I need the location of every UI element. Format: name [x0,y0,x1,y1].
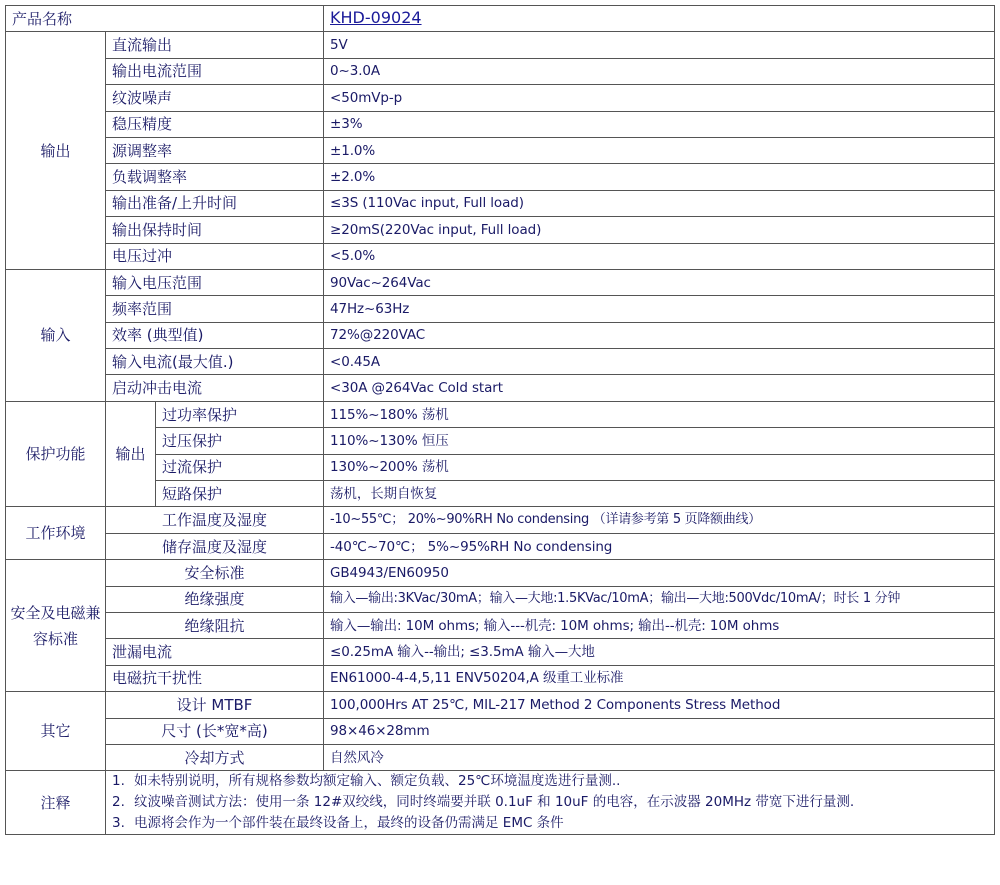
spec-label: 过流保护 [156,454,324,480]
input-row [6,322,995,348]
output-row [6,217,995,243]
input-row [6,269,995,295]
spec-label: 输出准备/上升时间 [106,190,324,216]
safety-row [6,612,995,638]
output-row [6,58,995,84]
output-row [6,243,995,269]
spec-table [5,5,995,835]
note-item [112,771,988,792]
note-number: 3. [112,815,125,832]
spec-label: 效率 (典型值) [106,322,324,348]
environment-row [6,533,995,559]
spec-label: 过压保护 [156,428,324,454]
other-category: 其它 [6,692,106,771]
spec-value: <0.45A [324,349,995,375]
protection-row [6,401,995,427]
spec-value: 100,000Hrs AT 25℃, MIL-217 Method 2 Components Stress Method [324,692,995,718]
note-item [112,792,988,813]
spec-label: 输出电流范围 [106,58,324,84]
input-row [6,349,995,375]
spec-label: 绝缘阻抗 [106,612,324,638]
spec-value: 72%@220VAC [324,322,995,348]
spec-label: 负载调整率 [106,164,324,190]
environment-category: 工作环境 [6,507,106,560]
input-row [6,296,995,322]
product-name-row [6,6,995,32]
spec-value: 0~3.0A [324,58,995,84]
other-row [6,718,995,744]
spec-label: 设计 MTBF [106,692,324,718]
output-row [6,111,995,137]
product-model-cell [324,6,995,32]
spec-label: 启动冲击电流 [106,375,324,401]
safety-category: 安全及电磁兼容标准 [6,560,106,692]
spec-label: 纹波噪声 [106,85,324,111]
output-row [6,137,995,163]
spec-label: 电磁抗干扰性 [106,665,324,691]
note-number: 1. [112,773,125,790]
spec-value: 110%~130% 恒压 [324,428,995,454]
spec-value: -10~55℃； 20%~90%RH No condensing （详请参考第 5 页降额曲线） [324,507,995,533]
spec-value: 自然风冷 [324,744,995,770]
spec-value: GB4943/EN60950 [324,560,995,586]
note-text: 电源将会作为一个部件装在最终设备上，最终的设备仍需满足 EMC 条件 [134,815,564,832]
input-category: 输入 [6,269,106,401]
notes-category: 注释 [6,771,106,835]
spec-value: 5V [324,32,995,58]
spec-value: 47Hz~63Hz [324,296,995,322]
other-row [6,744,995,770]
spec-value: 荡机，长期自恢复 [324,481,995,507]
input-row [6,375,995,401]
spec-label: 绝缘强度 [106,586,324,612]
spec-value: 输入—输出: 10M ohms; 输入---机壳: 10M ohms; 输出--机壳: 10M ohms [324,612,995,638]
spec-label: 泄漏电流 [106,639,324,665]
spec-label: 尺寸 (长*宽*高) [106,718,324,744]
environment-row [6,507,995,533]
output-category: 输出 [6,32,106,270]
spec-label: 冷却方式 [106,744,324,770]
protection-category: 保护功能 [6,401,106,507]
spec-value: ±2.0% [324,164,995,190]
other-row [6,692,995,718]
spec-value: 130%~200% 荡机 [324,454,995,480]
safety-row [6,665,995,691]
note-item [112,813,988,834]
spec-label: 电压过冲 [106,243,324,269]
output-row [6,164,995,190]
spec-value: 115%~180% 荡机 [324,401,995,427]
spec-label: 安全标准 [106,560,324,586]
spec-value: ≥20mS(220Vac input, Full load) [324,217,995,243]
spec-label: 输入电压范围 [106,269,324,295]
spec-value: -40℃~70℃； 5%~95%RH No condensing [324,533,995,559]
spec-label: 过功率保护 [156,401,324,427]
spec-label: 直流输出 [106,32,324,58]
output-row [6,85,995,111]
product-model[interactable]: KHD-09024 [330,8,422,28]
note-text: 如未特别说明，所有规格参数均额定输入、额定负载、25℃环境温度选进行量测.. [134,773,621,790]
spec-value: 90Vac~264Vac [324,269,995,295]
safety-row [6,586,995,612]
spec-label: 工作温度及湿度 [106,507,324,533]
safety-row [6,639,995,665]
notes-row [6,771,995,835]
note-text: 纹波噪音测试方法：使用一条 12#双绞线，同时终端要并联 0.1uF 和 10uF 的电容，在示波器 20MHz 带宽下进行量测. [134,794,855,811]
spec-label: 输入电流(最大值.) [106,349,324,375]
spec-label: 频率范围 [106,296,324,322]
spec-label: 短路保护 [156,481,324,507]
spec-value: 输入—输出:3KVac/30mA；输入—大地:1.5KVac/10mA；输出—大地:500Vdc/10mA/；时长 1 分钟 [324,586,995,612]
spec-value: <30A @264Vac Cold start [324,375,995,401]
spec-value: ±1.0% [324,137,995,163]
spec-value: EN61000-4-4,5,11 ENV50204,A 级重工业标准 [324,665,995,691]
spec-value: ≤3S (110Vac input, Full load) [324,190,995,216]
spec-label: 稳压精度 [106,111,324,137]
output-row [6,190,995,216]
protection-subcategory: 输出 [106,401,156,507]
product-name-label: 产品名称 [6,6,324,32]
notes-cell [106,771,995,835]
spec-value: ±3% [324,111,995,137]
spec-value: <50mVp-p [324,85,995,111]
note-number: 2. [112,794,125,811]
spec-value: 98×46×28mm [324,718,995,744]
spec-label: 源调整率 [106,137,324,163]
safety-row [6,560,995,586]
spec-label: 输出保持时间 [106,217,324,243]
spec-value: <5.0% [324,243,995,269]
spec-label: 储存温度及湿度 [106,533,324,559]
spec-value: ≤0.25mA 输入--输出; ≤3.5mA 输入—大地 [324,639,995,665]
output-row [6,32,995,58]
